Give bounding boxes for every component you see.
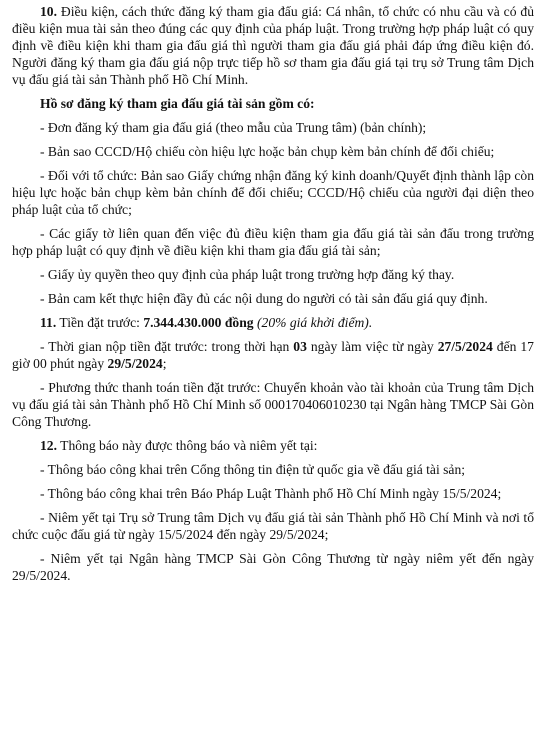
deposit-amount: 7.344.430.000 đồng (143, 315, 254, 330)
dossier-item: - Đối với tổ chức: Bản sao Giấy chứng nhận đăng ký kinh doanh/Quyết định thành lập còn hiệu lực hoặc bản chụp kèm bản chính để đối chiếu; CCCD/Hộ chiếu của người đại diện theo pháp luật của tổ chức; (12, 168, 534, 217)
section-10 (12, 3, 534, 88)
dossier-heading: Hồ sơ đăng ký tham gia đấu giá tài sản gồm có: (40, 96, 315, 111)
deposit-time-prefix: - Thời gian nộp tiền đặt trước: trong thời hạn (40, 339, 294, 354)
notice-item: - Thông báo công khai trên Báo Pháp Luật Thành phố Hồ Chí Minh ngày 15/5/2024; (40, 486, 502, 501)
deposit-end-date: 29/5/2024 (107, 356, 163, 371)
notice-item: - Thông báo công khai trên Cổng thông tin điện tử quốc gia về đấu giá tài sản; (40, 462, 466, 477)
deposit-time (12, 338, 534, 372)
section-12-text: Thông báo này được thông báo và niêm yết tại: (57, 438, 318, 453)
dossier-item: - Bản cam kết thực hiện đầy đủ các nội dung do người có tài sản đấu giá quy định. (40, 291, 488, 306)
dossier-item: - Bản sao CCCD/Hộ chiếu còn hiệu lực hoặc bản chụp kèm bản chính để đối chiếu; (40, 144, 495, 159)
deposit-time-mid2: đến 17 giờ 00 phút ngày (12, 339, 534, 371)
dossier-item: - Giấy ủy quyền theo quy định của pháp luật trong trường hợp đăng ký thay. (40, 267, 455, 282)
section-12 (12, 437, 534, 454)
section-10-number: 10. (40, 4, 57, 19)
section-11-label: Tiền đặt trước: (56, 315, 144, 330)
dossier-item: - Đơn đăng ký tham gia đấu giá (theo mẫu của Trung tâm) (bản chính); (40, 120, 427, 135)
deposit-days: 03 (293, 339, 307, 354)
notice-item: - Niêm yết tại Trụ sở Trung tâm Dịch vụ đấu giá tài sản Thành phố Hồ Chí Minh và nơi tổ chức cuộc đấu giá từ ngày 15/5/2024 đến ngày 29/5/2024; (12, 510, 534, 542)
section-11 (12, 314, 534, 331)
section-11-number: 11. (40, 315, 57, 330)
deposit-time-end: ; (162, 356, 167, 371)
deposit-start-date: 27/5/2024 (437, 339, 493, 354)
deposit-note: (20% giá khởi điểm). (253, 315, 373, 330)
section-12-number: 12. (40, 438, 57, 453)
section-10-text: Điều kiện, cách thức đăng ký tham gia đấu giá: Cá nhân, tổ chức có nhu cầu và có đủ điều kiện mua tài sản theo đúng các quy định của pháp luật. Trong trường hợp pháp luật có quy định về điều kiện khi tham gia đấu giá thì người tham gia đấu giá phải đáp ứng điều kiện đó. Người đăng ký tham gia đấu giá nộp trực tiếp hồ sơ tham gia đấu giá tại trụ sở Trung tâm Dịch vụ đấu giá tài sản Thành phố Hồ Chí Minh. (12, 4, 534, 87)
deposit-payment: - Phương thức thanh toán tiền đặt trước: Chuyển khoản vào tài khoản của Trung tâm Dịch vụ đấu giá tài sản Thành phố Hồ Chí Minh số 000170406010230 tại Ngân hàng TMCP Sài Gòn Công Thương. (12, 380, 534, 429)
dossier-item: - Các giấy tờ liên quan đến việc đủ điều kiện tham gia đấu giá tài sản đấu trong trường hợp pháp luật có quy định về điều kiện khi tham gia đấu giá tài sản; (12, 226, 534, 258)
notice-item: - Niêm yết tại Ngân hàng TMCP Sài Gòn Công Thương từ ngày niêm yết đến ngày 29/5/2024. (12, 551, 534, 583)
deposit-time-mid: ngày làm việc từ ngày (306, 339, 438, 354)
